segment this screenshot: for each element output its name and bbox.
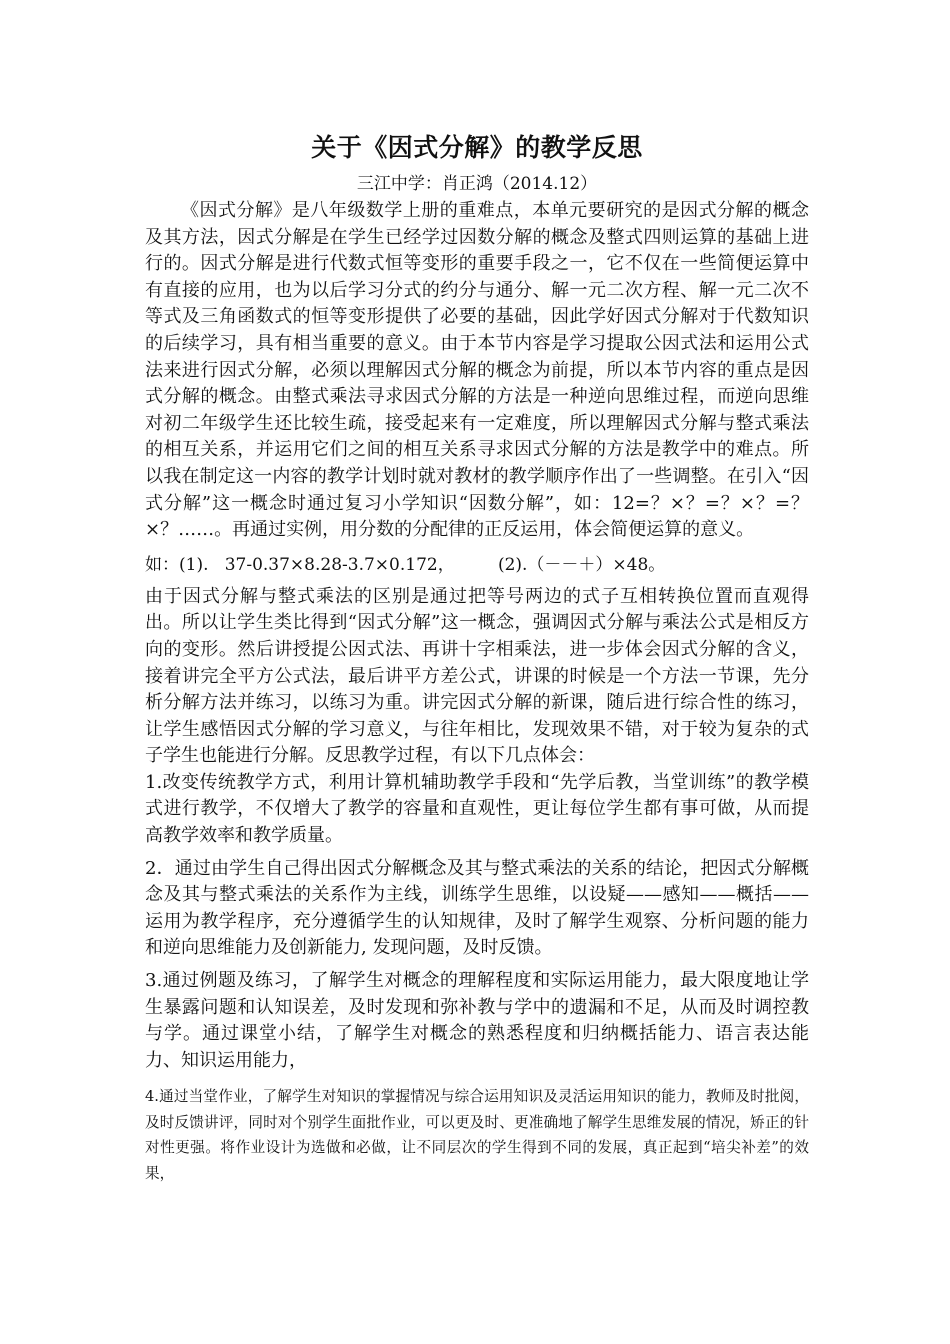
document-page xyxy=(145,128,809,1186)
author-line: 三江中学：肖正鸿（2014.12） xyxy=(356,174,598,194)
reflection-point-1: 1.改变传统教学方式，利用计算机辅助教学手段和“先学后教，当堂训练”的教学模式进行教学，不仅增大了教学的容量和直观性，更让每位学生都有事可做，从而提高教学效率和教学质量。 xyxy=(145,771,809,847)
example-formulas: 如：(1). 37-0.37×8.28-3.7×0.172， (2).（－－＋）×48。 xyxy=(145,554,666,575)
reflection-point-3: 3.通过例题及练习，了解学生对概念的理解程度和实际运用能力，最大限度地让学生暴露问题和认知误差，及时发现和弥补教与学中的遗漏和不足，从而及时调控教与学。通过课堂小结，了解学生对概念的熟悉程度和归纳概括能力、语言表达能力、知识运用能力， xyxy=(145,970,809,1071)
document-title: 关于《因式分解》的教学反思 xyxy=(311,133,643,162)
reflection-point-2: 2．通过由学生自己得出因式分解概念及其与整式乘法的关系的结论，把因式分解概念及其与整式乘法的关系作为主线，训练学生思维，以设疑——感知——概括——运用为教学程序，充分遵循学生的认知规律，及时了解学生观察、分析问题的能力和逆向思维能力及创新能力, 发现问题，及时反馈。 xyxy=(145,857,809,959)
body-paragraph: 由于因式分解与整式乘法的区别是通过把等号两边的式子互相转换位置而直观得出。所以让学生类比得到“因式分解”这一概念，强调因式分解与乘法公式是相反方向的变形。然后讲授提公因式法、再讲十字相乘法，进一步体会因式分解的含义，接着讲完全平方公式法，最后讲平方差公式，讲课的时候是一个方法一节课，先分析分解方法并练习，以练习为重。讲完因式分解的新课，随后进行综合性的练习，让学生感悟因式分解的学习意义，与往年相比，发现效果不错，对于较为复杂的式子学生也能进行分解。反思教学过程，有以下几点体会： xyxy=(145,585,809,767)
reflection-point-4: 4.通过当堂作业，了解学生对知识的掌握情况与综合运用知识及灵活运用知识的能力，教师及时批阅，及时反馈讲评，同时对个别学生面批作业，可以更及时、更准确地了解学生思维发展的情况，矫正的针对性更强。将作业设计为选做和必做，让不同层次的学生得到不同的发展，真正起到“培尖补差”的效果， xyxy=(145,1088,809,1182)
intro-paragraph: 《因式分解》是八年级数学上册的重难点，本单元要研究的是因式分解的概念及其方法，因式分解是在学生已经学过因数分解的概念及整式四则运算的基础上进行的。因式分解是进行代数式恒等变形的重要手段之一，它不仅在一些简便运算中有直接的应用，也为以后学习分式的约分与通分、解一元二次方程、解一元二次不等式及三角函数式的恒等变形提供了必要的基础，因此学好因式分解对于代数知识的后续学习，具有相当重要的意义。由于本节内容是学习提取公因式法和运用公式法来进行因式分解，必须以理解因式分解的概念为前提，所以本节内容的重点是因式分解的概念。由整式乘法寻求因式分解的方法是一种逆向思维过程，而逆向思维对初二年级学生还比较生疏，接受起来有一定难度，所以理解因式分解与整式乘法的相互关系，并运用它们之间的相互关系寻求因式分解的方法是教学中的难点。所以我在制定这一内容的教学计划时就对教材的教学顺序作出了一些调整。在引入“因式分解”这一概念时通过复习小学知识“因数分解”，如：12=？×？=？×？=？×？……。再通过实例，用分数的分配律的正反运用，体会简便运算的意义。 xyxy=(145,200,809,541)
